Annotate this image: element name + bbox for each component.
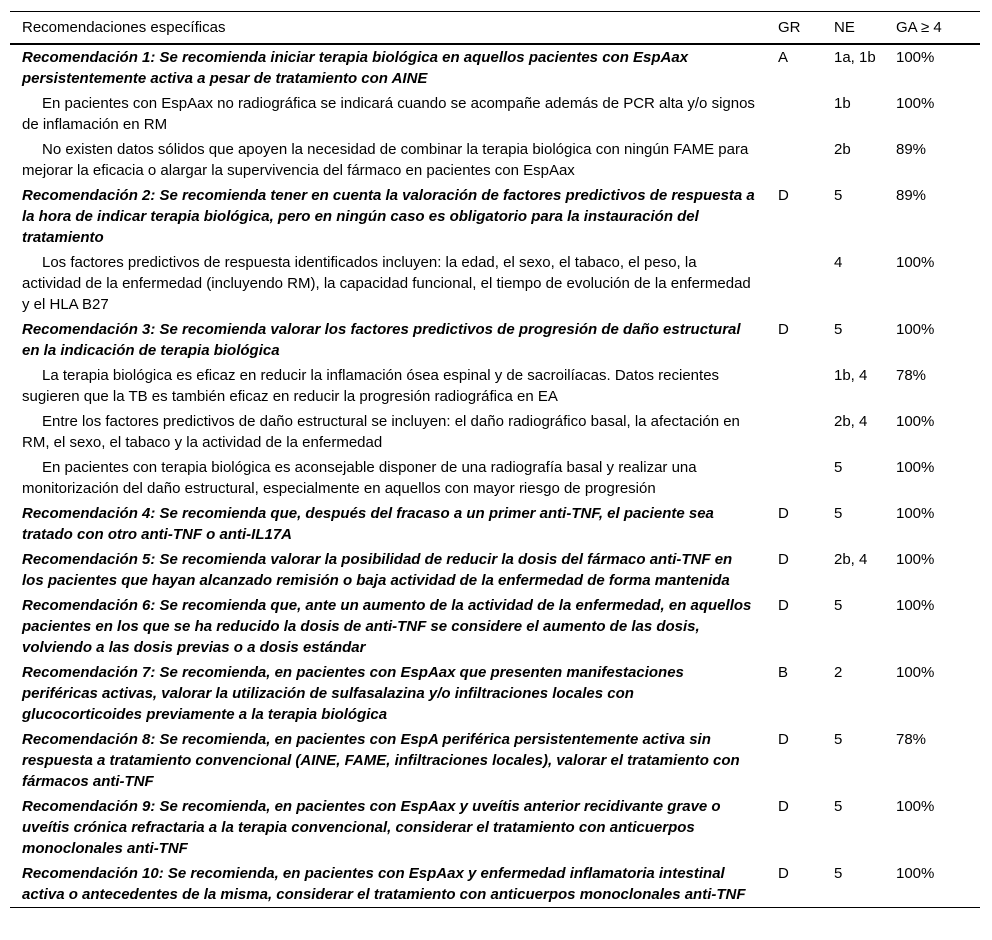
recommendation-text: Recomendación 1: Se recomienda iniciar terapia biológica en aquellos pacientes con EspAax persistentemente activa a pesar de tratamiento con AINE (22, 49, 689, 87)
grade-of-recommendation-cell (778, 250, 834, 317)
degree-of-agreement-cell (896, 660, 980, 727)
recommendation-row (10, 501, 980, 547)
recommendation-text: Recomendación 6: Se recomienda que, ante un aumento de la actividad de la enfermedad, en aquellos pacientes en los que se ha reducido la dosis de anti-TNF se considere el aumento de las dosis, volviendo a las dosis previas o a dosis estándar (22, 597, 752, 656)
recommendation-text-cell (10, 317, 778, 363)
recommendation-row (10, 183, 980, 250)
recommendation-row (10, 593, 980, 660)
level-of-evidence: 5 (834, 505, 843, 522)
degree-of-agreement-cell (896, 727, 980, 794)
degree-of-agreement: 100% (896, 254, 935, 271)
recommendation-row (10, 794, 980, 861)
recommendations-table (10, 11, 980, 908)
degree-of-agreement: 100% (896, 49, 935, 66)
level-of-evidence-cell (834, 861, 896, 908)
level-of-evidence-cell (834, 250, 896, 317)
grade-of-recommendation-cell (778, 409, 834, 455)
recommendation-row (10, 861, 980, 908)
table-body (10, 44, 980, 908)
level-of-evidence-cell (834, 455, 896, 501)
level-of-evidence: 2b, 4 (834, 551, 868, 568)
grade-of-recommendation-cell (778, 183, 834, 250)
degree-of-agreement-cell (896, 317, 980, 363)
degree-of-agreement-cell (896, 409, 980, 455)
grade-of-recommendation-cell (778, 44, 834, 91)
header-ga: GA ≥ 4 (896, 19, 942, 36)
degree-of-agreement-cell (896, 363, 980, 409)
degree-of-agreement-cell (896, 861, 980, 908)
recommendation-text-cell (10, 861, 778, 908)
recommendation-text: La terapia biológica es eficaz en reducir la inflamación ósea espinal y de sacroilíacas. Datos recientes sugieren que la TB es también eficaz en reducir la progresión radiográfica en EA (22, 367, 720, 405)
level-of-evidence: 5 (834, 321, 843, 338)
header-recommendation: Recomendaciones específicas (22, 19, 226, 36)
grade-of-recommendation: D (778, 798, 789, 815)
grade-of-recommendation-cell (778, 137, 834, 183)
level-of-evidence-cell (834, 660, 896, 727)
recommendation-text-cell (10, 183, 778, 250)
recommendation-text-cell (10, 794, 778, 861)
recommendation-text: Recomendación 4: Se recomienda que, después del fracaso a un primer anti-TNF, el paciente sea tratado con otro anti-TNF o anti-IL17A (22, 505, 714, 543)
degree-of-agreement: 78% (896, 731, 927, 748)
grade-of-recommendation: D (778, 505, 789, 522)
level-of-evidence: 5 (834, 597, 843, 614)
recommendation-text: Recomendación 3: Se recomienda valorar los factores predictivos de progresión de daño estructural en la indicación de terapia biológica (22, 321, 741, 359)
degree-of-agreement: 89% (896, 187, 927, 204)
grade-of-recommendation-cell (778, 727, 834, 794)
degree-of-agreement: 100% (896, 597, 935, 614)
recommendation-row (10, 317, 980, 363)
degree-of-agreement-cell (896, 547, 980, 593)
level-of-evidence-cell (834, 593, 896, 660)
level-of-evidence: 2 (834, 664, 843, 681)
recommendation-text: Recomendación 9: Se recomienda, en pacientes con EspAax y uveítis anterior recidivante grave o uveítis crónica refractaria a la terapia convencional, considerar el tratamiento con anticuerpos monoclonales anti-TNF (22, 798, 721, 857)
recommendation-text: En pacientes con terapia biológica es aconsejable disponer de una radiografía basal y realizar una monitorización del daño estructural, especialmente en aquellos con mayor riesgo de progresión (22, 459, 697, 497)
level-of-evidence-cell (834, 363, 896, 409)
degree-of-agreement: 100% (896, 865, 935, 882)
recommendation-text: Recomendación 10: Se recomienda, en pacientes con EspAax y enfermedad inflamatoria intestinal activa o antecedentes de la misma, considerar el tratamiento con anticuerpos monoclonales anti-TNF (22, 865, 746, 903)
grade-of-recommendation-cell (778, 593, 834, 660)
recommendation-text: Recomendación 5: Se recomienda valorar la posibilidad de reducir la dosis del fármaco anti-TNF en los pacientes que hayan alcanzado remisión o baja actividad de la enfermedad de forma mantenida (22, 551, 733, 589)
recommendation-text: No existen datos sólidos que apoyen la necesidad de combinar la terapia biológica con ningún FAME para mejorar la eficacia o alargar la supervivencia del fármaco en pacientes con EspAax (22, 141, 749, 179)
grade-of-recommendation: A (778, 49, 789, 66)
table-header-row (10, 12, 980, 45)
grade-of-recommendation: D (778, 187, 789, 204)
recommendation-text-cell (10, 409, 778, 455)
level-of-evidence-cell (834, 183, 896, 250)
grade-of-recommendation-cell (778, 455, 834, 501)
level-of-evidence-cell (834, 44, 896, 91)
grade-of-recommendation: D (778, 597, 789, 614)
grade-of-recommendation: B (778, 664, 789, 681)
degree-of-agreement: 100% (896, 321, 935, 338)
header-gr: GR (778, 19, 801, 36)
level-of-evidence: 5 (834, 865, 843, 882)
sub-recommendation-row (10, 250, 980, 317)
level-of-evidence: 4 (834, 254, 843, 271)
level-of-evidence-cell (834, 547, 896, 593)
grade-of-recommendation: D (778, 321, 789, 338)
level-of-evidence-cell (834, 501, 896, 547)
recommendation-text: Recomendación 8: Se recomienda, en pacientes con EspA periférica persistentemente activa sin respuesta a tratamiento convencional (AINE, FAME, infiltraciones locales), valorar el tratamiento con fármacos anti-TNF (22, 731, 740, 790)
level-of-evidence: 5 (834, 731, 843, 748)
level-of-evidence: 1a, 1b (834, 49, 876, 66)
degree-of-agreement-cell (896, 183, 980, 250)
sub-recommendation-row (10, 137, 980, 183)
recommendation-row (10, 727, 980, 794)
degree-of-agreement: 100% (896, 664, 935, 681)
degree-of-agreement-cell (896, 44, 980, 91)
level-of-evidence: 2b, 4 (834, 413, 868, 430)
recommendation-text-cell (10, 137, 778, 183)
sub-recommendation-row (10, 91, 980, 137)
grade-of-recommendation-cell (778, 794, 834, 861)
level-of-evidence: 2b (834, 141, 851, 158)
grade-of-recommendation-cell (778, 547, 834, 593)
grade-of-recommendation-cell (778, 317, 834, 363)
grade-of-recommendation-cell (778, 861, 834, 908)
recommendation-text-cell (10, 363, 778, 409)
recommendation-text: Recomendación 7: Se recomienda, en pacientes con EspAax que presenten manifestaciones periféricas activas, valorar la utilización de sulfasalazina y/o infiltraciones locales con glucocorticoides previamente a la terapia biológica (22, 664, 684, 723)
degree-of-agreement-cell (896, 501, 980, 547)
level-of-evidence: 5 (834, 187, 843, 204)
level-of-evidence: 5 (834, 798, 843, 815)
degree-of-agreement-cell (896, 455, 980, 501)
degree-of-agreement-cell (896, 91, 980, 137)
level-of-evidence-cell (834, 794, 896, 861)
degree-of-agreement: 100% (896, 505, 935, 522)
recommendation-row (10, 44, 980, 91)
level-of-evidence-cell (834, 409, 896, 455)
grade-of-recommendation-cell (778, 660, 834, 727)
sub-recommendation-row (10, 363, 980, 409)
level-of-evidence-cell (834, 727, 896, 794)
recommendation-text-cell (10, 727, 778, 794)
degree-of-agreement-cell (896, 137, 980, 183)
recommendation-text: Los factores predictivos de respuesta identificados incluyen: la edad, el sexo, el tabaco, el peso, la actividad de la enfermedad (incluyendo RM), la capacidad funcional, el tiempo de evolución de la enfermedad y el HLA B27 (22, 254, 751, 313)
recommendation-text-cell (10, 501, 778, 547)
recommendation-row (10, 547, 980, 593)
level-of-evidence-cell (834, 137, 896, 183)
recommendation-text-cell (10, 593, 778, 660)
degree-of-agreement: 100% (896, 413, 935, 430)
level-of-evidence: 5 (834, 459, 843, 476)
recommendation-text-cell (10, 250, 778, 317)
degree-of-agreement-cell (896, 593, 980, 660)
recommendation-text-cell (10, 547, 778, 593)
degree-of-agreement: 100% (896, 798, 935, 815)
level-of-evidence: 1b, 4 (834, 367, 868, 384)
grade-of-recommendation-cell (778, 501, 834, 547)
recommendation-text: Entre los factores predictivos de daño estructural se incluyen: el daño radiográfico basal, la afectación en RM, el sexo, el tabaco y la actividad de la enfermedad (22, 413, 740, 451)
grade-of-recommendation: D (778, 551, 789, 568)
degree-of-agreement: 89% (896, 141, 927, 158)
grade-of-recommendation: D (778, 731, 789, 748)
grade-of-recommendation-cell (778, 91, 834, 137)
recommendation-text-cell (10, 455, 778, 501)
grade-of-recommendation-cell (778, 363, 834, 409)
degree-of-agreement: 100% (896, 551, 935, 568)
recommendation-text: Recomendación 2: Se recomienda tener en cuenta la valoración de factores predictivos de respuesta a la hora de indicar terapia biológica, pero en ningún caso es obligatorio para la instauración del tratamiento (22, 187, 755, 246)
grade-of-recommendation: D (778, 865, 789, 882)
sub-recommendation-row (10, 409, 980, 455)
recommendation-text: En pacientes con EspAax no radiográfica se indicará cuando se acompañe además de PCR alta y/o signos de inflamación en RM (22, 95, 755, 133)
degree-of-agreement-cell (896, 250, 980, 317)
header-ne: NE (834, 19, 855, 36)
recommendation-text-cell (10, 44, 778, 91)
recommendation-row (10, 660, 980, 727)
sub-recommendation-row (10, 455, 980, 501)
level-of-evidence-cell (834, 317, 896, 363)
degree-of-agreement: 78% (896, 367, 927, 384)
recommendation-text-cell (10, 660, 778, 727)
degree-of-agreement: 100% (896, 95, 935, 112)
level-of-evidence: 1b (834, 95, 851, 112)
degree-of-agreement: 100% (896, 459, 935, 476)
degree-of-agreement-cell (896, 794, 980, 861)
recommendation-text-cell (10, 91, 778, 137)
level-of-evidence-cell (834, 91, 896, 137)
